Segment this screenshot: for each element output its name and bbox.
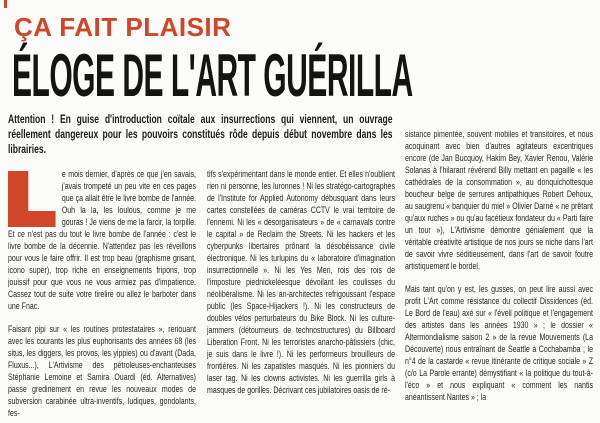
column-right-text [405,128,593,403]
crop-mark [4,0,7,8]
drop-cap-letter [28,171,29,172]
paragraph: Mais tant qu'on y est, les gusses, on peut lire aussi avec profit L'Art comme résistance du collectif Dissidences (éd. Le Bord de l'eau) axé sur « l'éveil politique et l'engagement des artistes dans les années 1930 » ; le dossier « Altermondialisme saison 2 » de la revue Mouvements (La Découverte) nous entraînant de Seattle à Cochabamba ; le n°4 de la castarde « revue itinérante de critique sociale » Z (c/o La Parole errante) démystifiant « la politique du tout-à-l'éco » et nous expliquant « comment les nantis anéantissent Nantes » ; la [405,284,593,402]
paragraph: sistance pimentée, souvent mobiles et transitoires, et nous acoquinant avec bien d'autres agitateurs excentriques encore (de Jan Bucquoy, Hakim Bey, Xavier Renou, Valérie Solanas à l'hilarant révérend Billy mettant en pagaille « les cathédrales de la consommation », au donquichottesque boucheur belge de serrures antipathiques Robert Dehoux, au saugrenu « banquier du miel » Olivier Darné « ne prêtant qu'aux ruches » ou qu'au facétieux fondateur du « Parti faire un tour »), L'Artivisme démontre génialement que la véritable créativité artistique de nos jours se niche dans l'art de savoir vivre séditieusement, dans l'art de savoir foutre artistiquement le bordel. [405,129,593,271]
paragraph-text: e mois dernier, d'après ce que j'en savais, j'avais trompeté un peu vite en ces pages que ça allait être le livre bombe de l'année. Ouh la la, les loulous, comme je me gouras ! Je viens de me la farcir, la torpille. Et ce n'est pas du tout le livre bombe de l'année : c'est le livre bombe de la décennie. N'attendez pas les réveillons pour vous le faire offrir. Il est trop beau (graphisme grisant, icono super), trop riche en enseignements fripons, trop jouissif pour que vous ne vous armiez pas d'impatience. Cassez tout de suite votre tirelire ou allez le barboter dans une Fnac. [8,169,196,311]
headline [12,42,600,109]
paragraph: Faisant pipi sur « les routines protestataires », renouant avec les courants les plus euphorisants des années 68 (les situs, les diggers, les provos, les yippies) ou d'avant (Dada, Fluxus...), L'Artivisme des pétroleuses-enchanteuses Stéphanie Lemoine et Samira Ouardi (éd. Alternatives) passe gredinement en revue les nouveaux modes de subversion carabinée ultra-inventifs, ludiques, gondolants, fes- [8,324,196,418]
column-middle-text [207,168,395,396]
paragraph: tifs s'expérimentant dans le monde entier. Et elles n'oublient rien ni personne, les luronnes ! Ni les stratégo-cartographes de l'Institute for Applied Autonomy débusquant dans leurs cartes constellées de caméras CCTV le vrai territoire de l'ennemi. Ni les « désorganisateurs » de « carnavals contre le capital » de Reclaim the Streets. Ni les hackers et les cyberpunks libertaires prônant la désobéissance civile électronique. Ni les turlupins du « laboratoire d'imagination insurrectionnelle ». Ni les Yes Men, rois des rois de l'imposture piednickeléesque dévoilant les coulisses du néolibéralisme. Ni les an-architectes refrigoussant l'espace public (les Space-Hijackers !). Ni les constructeurs de doubles vélos perturbateurs du Bike Block. Ni les culture-jammers (détourneurs de technostructures) du Billboard Liberation Front. Ni les terroristes anarcho-pâtissiers (chic, je suis dans le livre !). Ni les performeurs brouilleurs de frontières. Ni les zapatistes masqués. Ni les pionniers du laser tag. Ni les clowns activistes. Ni les guerrilla girls à masques de gorilles. Décrivant ces jubilatoires oasis de ré- [207,169,395,395]
column-left [8,168,196,423]
column-right [405,128,594,423]
standfirst-text: Attention ! En guise d'introduction coïtale aux insurrections qui viennent, un ouvrage réellement dangereux pour les pouvoirs constitués rôde depuis début novembre dans les librairies. [8,112,393,156]
drop-cap [8,171,56,227]
standfirst [8,112,394,157]
column-middle [207,168,395,423]
headline-text: ÉLOGE DE L'ART GUÉRILLA [12,42,413,109]
column-left-text [8,168,196,419]
paragraph-lead [8,168,196,312]
section-kicker: ÇA FAIT PLAISIR [14,12,232,42]
